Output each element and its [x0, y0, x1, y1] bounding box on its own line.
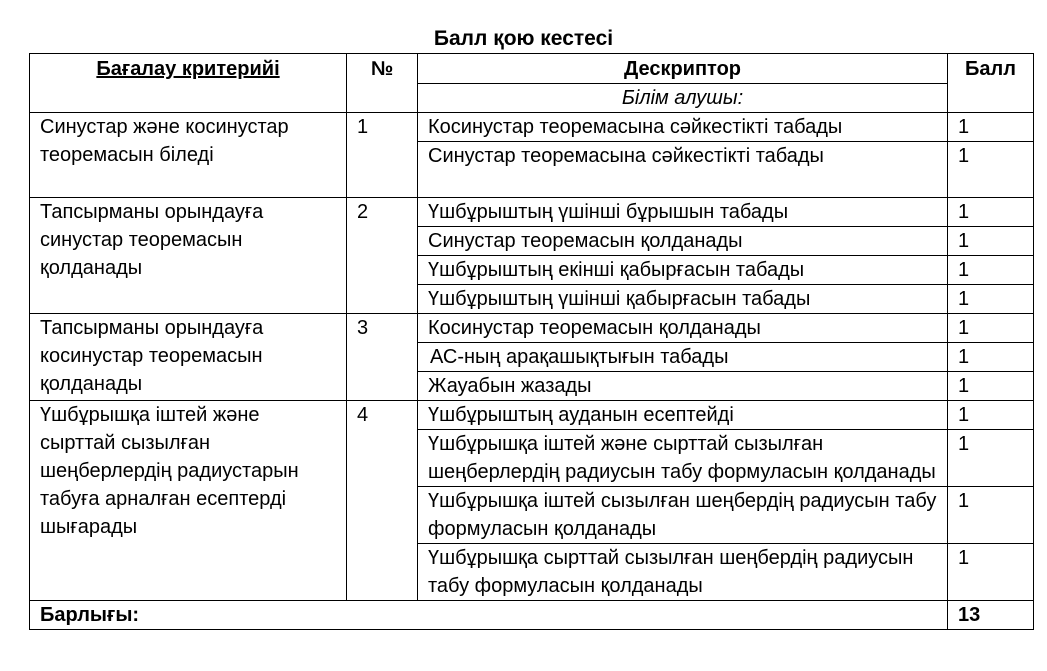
total-label: Барлығы:	[30, 601, 948, 630]
criterion-cell: Тапсырманы орындауға косинустар теоремасын қолданады	[30, 314, 347, 401]
score-cell: 1	[948, 113, 1034, 142]
score-cell: 1	[948, 314, 1034, 343]
criterion-number: 4	[347, 401, 418, 601]
descriptor-cell: Жауабын жазады	[418, 372, 948, 401]
table-row	[30, 113, 1034, 142]
descriptor-cell: Үшбұрыштың үшінші қабырғасын табады	[418, 285, 948, 314]
table-row	[30, 314, 1034, 343]
descriptor-cell: Үшбұрыштың екінші қабырғасын табады	[418, 256, 948, 285]
header-row	[30, 54, 1034, 84]
criterion-cell: Тапсырманы орындауға синустар теоремасын қолданады	[30, 198, 347, 314]
header-descriptor: Дескриптор	[418, 54, 948, 84]
total-row	[30, 601, 1034, 630]
score-cell: 1	[948, 227, 1034, 256]
table-row	[30, 401, 1034, 430]
descriptor-cell: Үшбұрышқа іштей сызылған шеңбердің радиусын табу формуласын қолданады	[418, 487, 948, 544]
score-cell: 1	[948, 343, 1034, 372]
score-cell: 1	[948, 142, 1034, 198]
score-cell: 1	[948, 372, 1034, 401]
header-number: №	[347, 54, 418, 113]
table-row	[30, 198, 1034, 227]
score-cell: 1	[948, 285, 1034, 314]
descriptor-cell: АС-ның арақашықтығын табады	[418, 343, 948, 372]
descriptor-cell: Үшбұрыштың ауданын есептейді	[418, 401, 948, 430]
score-cell: 1	[948, 487, 1034, 544]
descriptor-cell: Үшбұрыштың үшінші бұрышын табады	[418, 198, 948, 227]
descriptor-cell: Синустар теоремасына сәйкестікті табады	[418, 142, 948, 198]
descriptor-subheader: Білім алушы:	[418, 84, 948, 113]
descriptor-cell: Синустар теоремасын қолданады	[418, 227, 948, 256]
descriptor-cell: Косинустар теоремасына сәйкестікті табады	[418, 113, 948, 142]
criterion-number: 1	[347, 113, 418, 198]
score-cell: 1	[948, 544, 1034, 601]
header-score: Балл	[948, 54, 1034, 113]
descriptor-cell: Косинустар теоремасын қолданады	[418, 314, 948, 343]
score-cell: 1	[948, 401, 1034, 430]
descriptor-cell: Үшбұрышқа сырттай сызылған шеңбердің радиусын табу формуласын қолданады	[418, 544, 948, 601]
score-cell: 1	[948, 256, 1034, 285]
total-score: 13	[948, 601, 1034, 630]
score-cell: 1	[948, 430, 1034, 487]
criterion-number: 2	[347, 198, 418, 314]
descriptor-cell: Үшбұрышқа іштей және сырттай сызылған шеңберлердің радиусын табу формуласын қолданады	[418, 430, 948, 487]
criterion-cell: Синустар және косинустар теоремасын біледі	[30, 113, 347, 198]
scoring-table	[29, 53, 1034, 630]
table-title: Балл қою кестесі	[433, 27, 614, 50]
criterion-cell: Үшбұрышқа іштей және сырттай сызылған шеңберлердің радиустарын табуға арналған есептерді шығарады	[30, 401, 347, 601]
header-criteria: Бағалау критерийі	[30, 54, 347, 113]
criterion-number: 3	[347, 314, 418, 401]
score-cell: 1	[948, 198, 1034, 227]
